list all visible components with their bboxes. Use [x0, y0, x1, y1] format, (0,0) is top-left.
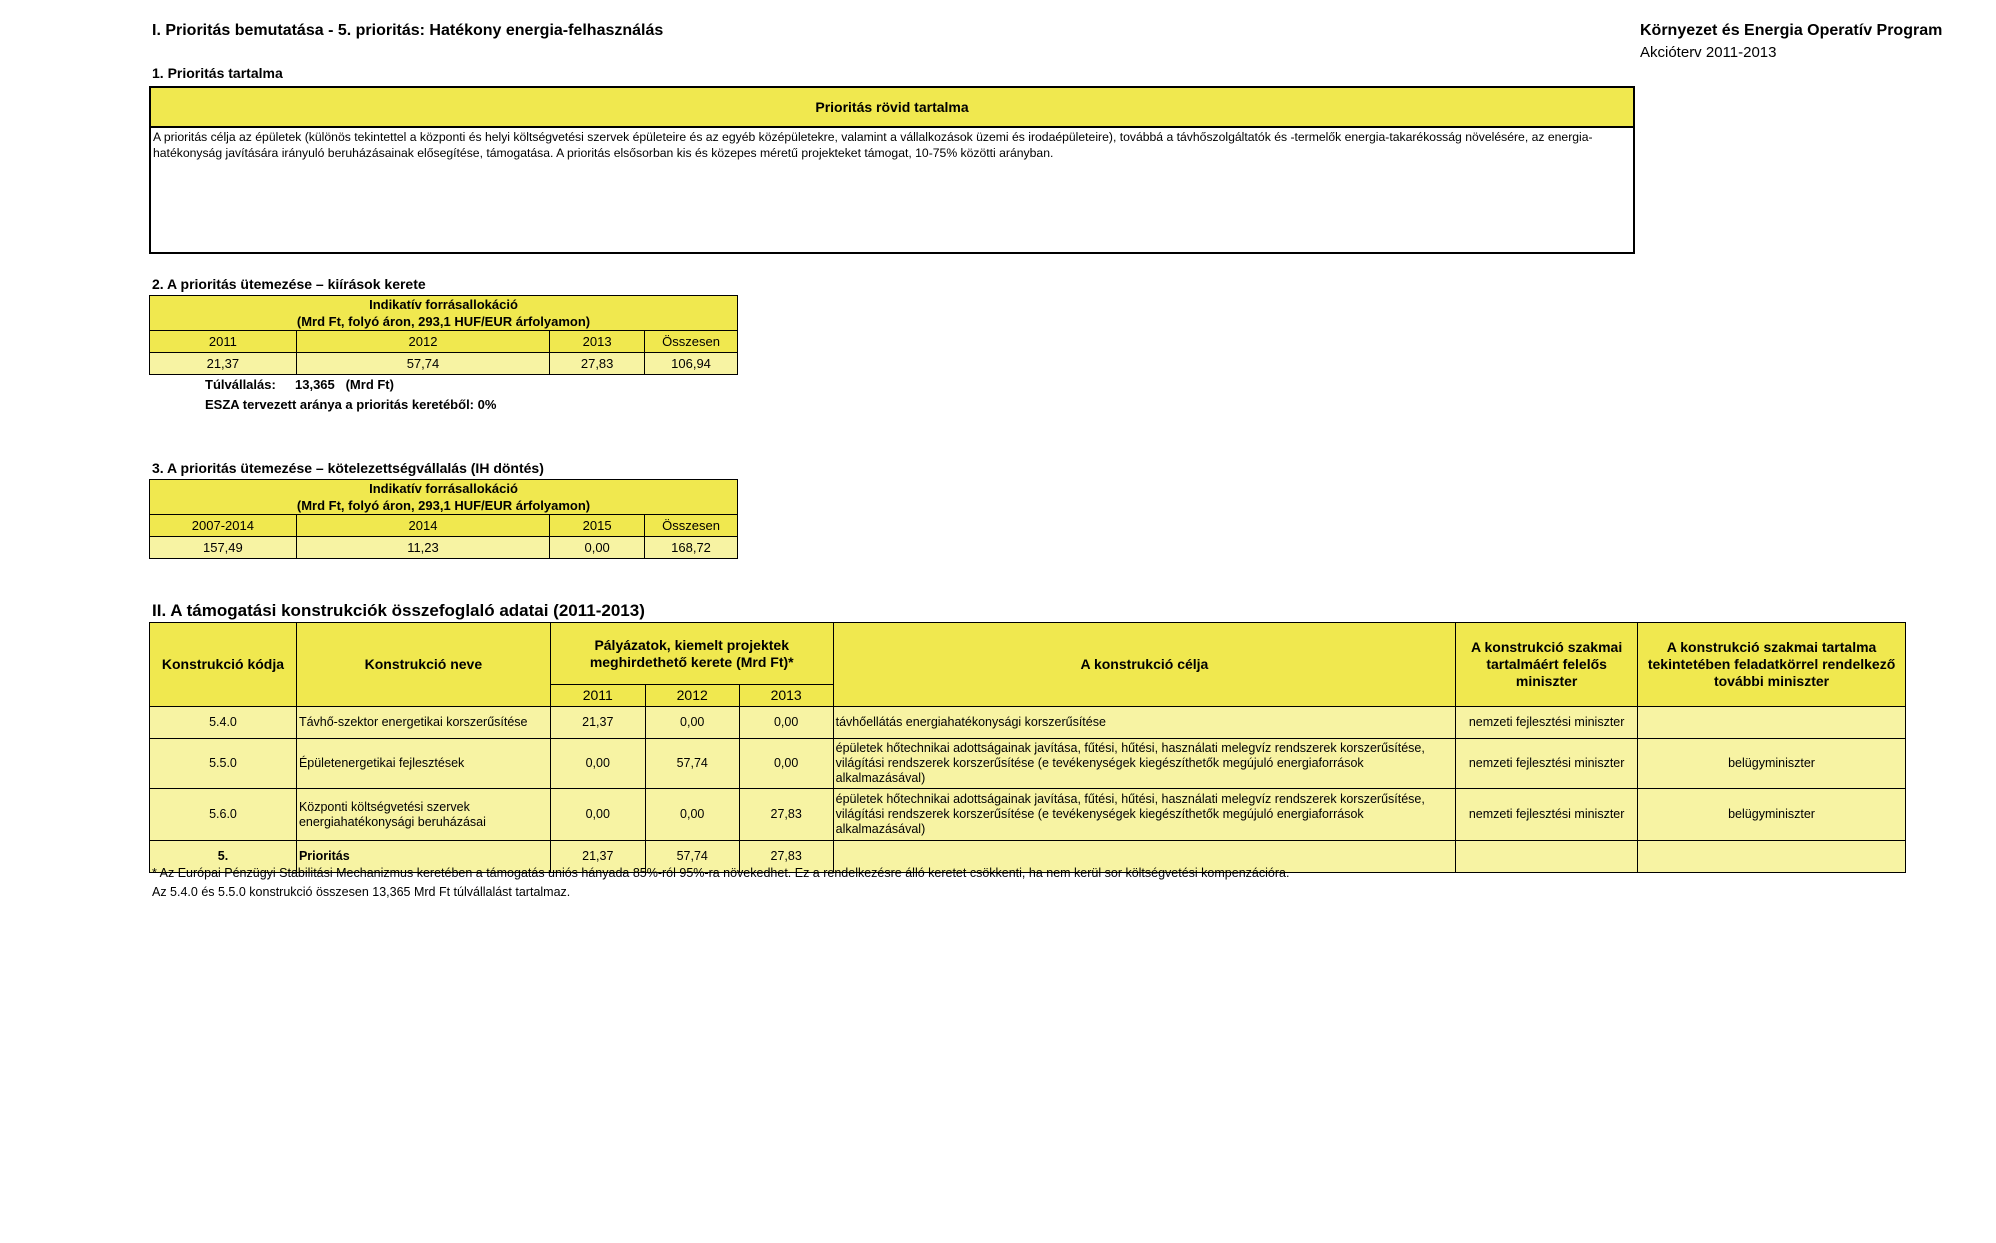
esza-ratio: ESZA tervezett aránya a prioritás keretéből: 0%	[205, 397, 497, 412]
year-header: 2011	[150, 331, 297, 353]
construction-goal: épületek hőtechnikai adottságainak javítása, fűtési, hűtési, használati melegvíz rendszerek korszerűsítése, világítási rendszerek korszerűsítése (e tevékenységek kiegészíthetők megújuló energiaforrások alkalmazásával)	[833, 789, 1456, 841]
empty-cell	[1456, 841, 1638, 873]
table-header-row	[150, 515, 738, 537]
responsible-minister: nemzeti fejlesztési miniszter	[1456, 707, 1638, 739]
total-2013: 27,83	[739, 841, 833, 873]
construction-goal: távhőellátás energiahatékonysági korszerűsítése	[833, 707, 1456, 739]
year-header: 2011	[550, 685, 645, 707]
responsible-minister: nemzeti fejlesztési miniszter	[1456, 739, 1638, 789]
construction-name: Távhő-szektor energetikai korszerűsítése	[296, 707, 550, 739]
year-header: 2013	[550, 331, 645, 353]
budget-2011: 0,00	[550, 789, 645, 841]
construction-summary-table	[149, 622, 1906, 873]
allocation-table-title	[150, 480, 738, 515]
footnote-2: Az 5.4.0 és 5.5.0 konstrukció összesen 13,365 Mrd Ft túlvállalást tartalmaz.	[152, 885, 571, 899]
table-row	[150, 739, 1906, 789]
other-minister: belügyminiszter	[1638, 739, 1906, 789]
construction-code: 5.5.0	[150, 739, 297, 789]
table-row	[150, 537, 738, 559]
year-header: 2007-2014	[150, 515, 297, 537]
table-cell: 157,49	[150, 537, 297, 559]
budget-2013: 27,83	[739, 789, 833, 841]
responsible-minister: nemzeti fejlesztési miniszter	[1456, 789, 1638, 841]
calls-allocation-table	[149, 295, 738, 375]
table-cell: 21,37	[150, 353, 297, 375]
table-cell: 57,74	[296, 353, 549, 375]
budget-2011: 0,00	[550, 739, 645, 789]
allocation-table-title	[150, 296, 738, 331]
budget-2012: 0,00	[645, 789, 739, 841]
col-budget-header: Pályázatok, kiemelt projektek meghirdethető kerete (Mrd Ft)*	[550, 623, 833, 685]
overcommitment-label: Túlvállalás:	[205, 377, 276, 392]
construction-goal: épületek hőtechnikai adottságainak javítása, fűtési, hűtési, használati melegvíz rendszerek korszerűsítése, világítási rendszerek korszerűsítése (e tevékenységek kiegészíthetők megújuló energiaforrások alkalmazásával)	[833, 739, 1456, 789]
col-code-header: Konstrukció kódja	[150, 623, 297, 707]
section-ii-title: II. A támogatási konstrukciók összefoglaló adatai (2011-2013)	[152, 601, 645, 620]
total-code: 5.	[150, 841, 297, 873]
other-minister: belügyminiszter	[1638, 789, 1906, 841]
table-row	[150, 353, 738, 375]
table-row	[150, 707, 1906, 739]
other-minister	[1638, 707, 1906, 739]
table-cell: 168,72	[645, 537, 738, 559]
budget-2012: 57,74	[645, 739, 739, 789]
program-subtitle: Akcióterv 2011-2013	[1640, 44, 1777, 61]
section-2-title: 2. A prioritás ütemezése – kiírások kerete	[152, 276, 426, 292]
total-2012: 57,74	[645, 841, 739, 873]
allocation-title-line-2: (Mrd Ft, folyó áron, 293,1 HUF/EUR árfolyamon)	[296, 498, 591, 513]
program-title: Környezet és Energia Operatív Program	[1640, 22, 1943, 39]
col-minister-header: A konstrukció szakmai tartalmáért felelős miniszter	[1456, 623, 1638, 707]
budget-2011: 21,37	[550, 707, 645, 739]
table-header-row	[150, 331, 738, 353]
total-name: Prioritás	[296, 841, 550, 873]
allocation-title-line-1: Indikatív forrásallokáció	[369, 297, 518, 312]
table-row	[150, 789, 1906, 841]
commitment-allocation-table	[149, 479, 738, 559]
col-name-header: Konstrukció neve	[296, 623, 550, 707]
section-1-title: 1. Prioritás tartalma	[152, 65, 283, 81]
empty-cell	[1638, 841, 1906, 873]
col-goal-header: A konstrukció célja	[833, 623, 1456, 707]
footnote-1: * Az Európai Pénzügyi Stabilitási Mechanizmus keretében a támogatás uniós hányada 85%-ról 95%-ra növekedhet. Ez a rendelkezésre álló keretet csökkenti, ha nem kerül sor költségvetési kompenzációra.	[152, 866, 1290, 880]
year-header: 2015	[550, 515, 645, 537]
total-header: Összesen	[645, 331, 738, 353]
budget-2013: 0,00	[739, 739, 833, 789]
construction-code: 5.6.0	[150, 789, 297, 841]
allocation-title-line-2: (Mrd Ft, folyó áron, 293,1 HUF/EUR árfolyamon)	[296, 314, 591, 329]
year-header: 2012	[296, 331, 549, 353]
table-cell: 27,83	[550, 353, 645, 375]
table-header-row	[150, 623, 1906, 685]
budget-2013: 0,00	[739, 707, 833, 739]
priority-summary-header: Prioritás rövid tartalma	[149, 86, 1635, 128]
budget-2012: 0,00	[645, 707, 739, 739]
table-cell: 11,23	[296, 537, 549, 559]
page-title: I. Prioritás bemutatása - 5. prioritás: Hatékony energia-felhasználás	[152, 22, 664, 39]
allocation-title-line-1: Indikatív forrásallokáció	[369, 481, 518, 496]
table-cell: 106,94	[645, 353, 738, 375]
priority-summary-text: A prioritás célja az épületek (különös tekintettel a központi és helyi költségvetési szervek épületeire és az egyéb középületekre, valamint a vállalkozások üzemi és irodaépületeire), továbbá a távhőszolgáltatók és -termelők energia-takarékosság növelésére, az energia-hatékonyság javítására irányuló beruházásainak elősegítése, támogatása. A prioritás elsősorban kis és közepes méretű projekteket támogat, 10-75% közötti arányban.	[149, 127, 1635, 254]
construction-code: 5.4.0	[150, 707, 297, 739]
section-3-title: 3. A prioritás ütemezése – kötelezettségvállalás (IH döntés)	[152, 460, 544, 476]
construction-name: Központi költségvetési szervek energiahatékonysági beruházásai	[296, 789, 550, 841]
year-header: 2013	[739, 685, 833, 707]
col-other-minister-header: A konstrukció szakmai tartalma tekintetében feladatkörrel rendelkező további miniszter	[1638, 623, 1906, 707]
total-header: Összesen	[645, 515, 738, 537]
table-cell: 0,00	[550, 537, 645, 559]
year-header: 2012	[645, 685, 739, 707]
construction-name: Épületenergetikai fejlesztések	[296, 739, 550, 789]
total-2011: 21,37	[550, 841, 645, 873]
year-header: 2014	[296, 515, 549, 537]
overcommitment-value: 13,365 (Mrd Ft)	[295, 377, 394, 392]
